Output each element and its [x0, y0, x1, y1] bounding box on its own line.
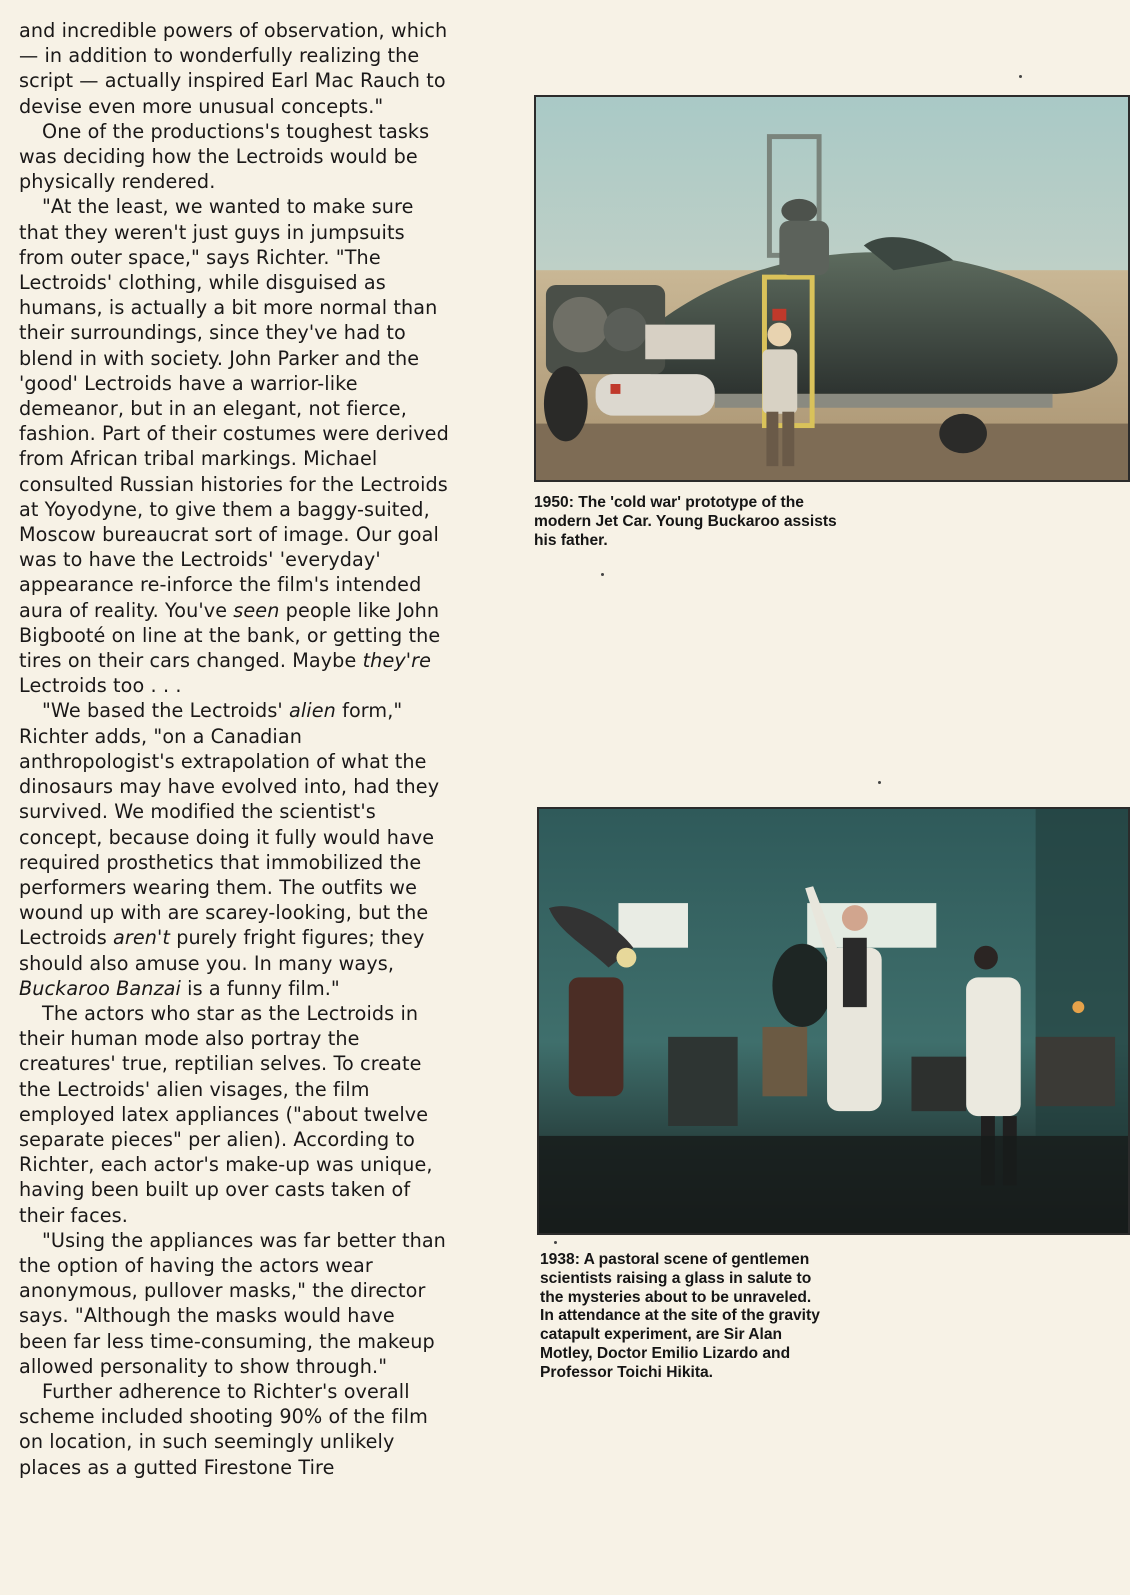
- text-run: One of the productions's toughest tasks was deciding how the Lectroids would be physically rendered.: [19, 119, 430, 194]
- article-paragraph: [19, 194, 449, 698]
- scientists-photo: [537, 807, 1130, 1235]
- text-run: people like John Bigbooté on line at the bank, or getting the tires on their cars changed. Maybe: [19, 598, 441, 673]
- article-paragraph: [19, 1228, 449, 1379]
- print-speck: [554, 1241, 557, 1244]
- text-run: "At the least, we wanted to make sure that they weren't just guys in jumpsuits from outer space," says Richter. "The Lectroids' clothing, while disguised as humans, is actually a bit more normal than their surroundings, since they've had to blend in with society. John Parker and the 'good' Lectroids have a warrior-like demeanor, but in an elegant, not fierce, fashion. Part of their costumes were derived from African tribal markings. Michael consulted Russian histories for the Lectroids at Yoyodyne, to give them a baggy-suited, Moscow bureaucrat sort of image. Our goal was to have the Lectroids' 'everyday' appearance re-inforce the film's intended aura of reality. You've: [19, 195, 449, 622]
- italic-text: seen: [233, 598, 280, 622]
- text-run: is a funny film.": [180, 976, 340, 1000]
- italic-text: alien: [289, 699, 336, 723]
- text-run: "Using the appliances was far better than the option of having the actors wear anonymous, pullover masks," the director says. "Although the masks would have been far less time-consuming, the makeup allowed personality to show through.": [19, 1228, 446, 1378]
- scientists-caption: 1938: A pastoral scene of gentlemen scientists raising a glass in salute to the mysteries about to be unraveled. In attendance at the site of the gravity catapult experiment, are Sir Alan Motley, Doctor Emilio Lizardo and Professor Toichi Hikita.: [540, 1251, 820, 1381]
- jet-car-photo: [534, 95, 1130, 482]
- italic-text: aren't: [113, 926, 171, 950]
- article-paragraph: [19, 18, 449, 119]
- print-speck: [601, 573, 604, 576]
- article-body: [19, 18, 449, 1480]
- text-run: Lectroids too . . .: [19, 674, 182, 698]
- scientists-illustration: [539, 809, 1128, 1233]
- article-paragraph: [19, 1379, 449, 1480]
- text-run: and incredible powers of observation, which — in addition to wonderfully realizing the script — actually inspired Earl Mac Rauch to devise even more unusual concepts.": [19, 19, 448, 118]
- text-run: "We based the Lectroids': [42, 699, 289, 723]
- text-run: purely fright figures; they should also amuse you. In many ways,: [19, 926, 425, 975]
- print-speck: [1019, 75, 1022, 78]
- jet-car-illustration: [536, 97, 1128, 480]
- print-speck: [878, 781, 881, 784]
- jet-car-caption: 1950: The 'cold war' prototype of the modern Jet Car. Young Buckaroo assists his father.: [534, 494, 837, 549]
- text-run: form," Richter adds, "on a Canadian anthropologist's extrapolation of what the dinosaurs may have evolved into, had they survived. We modified the scientist's concept, because doing it fully would have required prosthetics that immobilized the performers wearing them. The outfits we wound up with are scarey-looking, but the Lectroids: [19, 699, 440, 950]
- italic-text: Buckaroo Banzai: [19, 976, 181, 1000]
- article-paragraph: [19, 1001, 449, 1228]
- article-paragraph: [19, 119, 449, 195]
- article-paragraph: [19, 698, 449, 1000]
- italic-text: they're: [362, 649, 432, 673]
- text-run: The actors who star as the Lectroids in their human mode also portray the creatures' true, reptilian selves. To create the Lectroids' alien visages, the film employed latex appliances ("about twelve separate pieces" per alien). According to Richter, each actor's make-up was unique, having been built up over casts taken of their faces.: [19, 1001, 433, 1227]
- text-run: Further adherence to Richter's overall scheme included shooting 90% of the film on location, in such seemingly unlikely places as a gutted Firestone Tire: [19, 1379, 428, 1479]
